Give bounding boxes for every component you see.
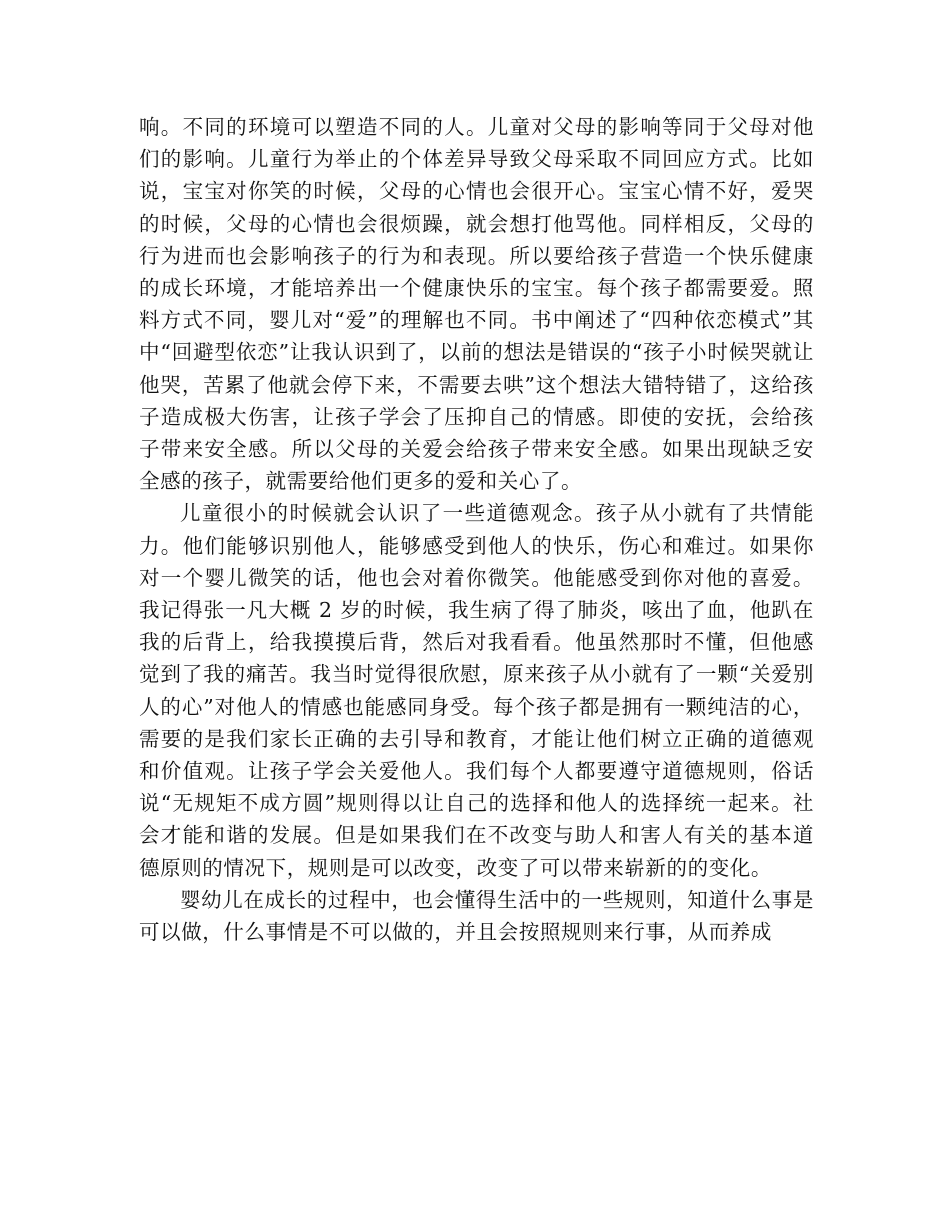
document-body [139, 111, 814, 948]
paragraph-2: 儿童很小的时候就会认识了一些道德观念。孩子从小就有了共情能力。他们能够识别他人，能够感受到他人的快乐，伤心和难过。如果你对一个婴儿微笑的话，他也会对着你微笑。他能感受到你对他的喜爱。我记得张一凡大概 2 岁的时候，我生病了得了肺炎，咳出了血，他趴在我的后背上，给我摸摸后背，然后对我看看。他虽然那时不懂，但他感觉到了我的痛苦。我当时觉得很欣慰，原来孩子从小就有了一颗“关爱别人的心”对他人的情感也能感同身受。每个孩子都是拥有一颗纯洁的心，需要的是我们家长正确的去引导和教育，才能让他们树立正确的道德观和价值观。让孩子学会关爱他人。我们每个人都要遵守道德规则，俗话说“无规矩不成方圆”规则得以让自己的选择和他人的选择统一起来。社会才能和谐的发展。但是如果我们在不改变与助人和害人有关的基本道德原则的情况下，规则是可以改变，改变了可以带来崭新的的变化。 [139, 501, 814, 880]
paragraph-3: 婴幼儿在成长的过程中，也会懂得生活中的一些规则，知道什么事是可以做，什么事情是不可以做的，并且会按照规则来行事，从而养成 [139, 887, 814, 945]
paragraph-1: 响。不同的环境可以塑造不同的人。儿童对父母的影响等同于父母对他们的影响。儿童行为举止的个体差异导致父母采取不同回应方式。比如说，宝宝对你笑的时候，父母的心情也会很开心。宝宝心情不好，爱哭的时候，父母的心情也会很烦躁，就会想打他骂他。同样相反，父母的行为进而也会影响孩子的行为和表现。所以要给孩子营造一个快乐健康的成长环境，才能培养出一个健康快乐的宝宝。每个孩子都需要爱。照料方式不同，婴儿对“爱”的理解也不同。书中阐述了“四种依恋模式”其中“回避型依恋”让我认识到了，以前的想法是错误的“孩子小时候哭就让他哭，苦累了他就会停下来，不需要去哄”这个想法大错特错了，这给孩子造成极大伤害，让孩子学会了压抑自己的情感。即使的安抚，会给孩子带来安全感。所以父母的关爱会给孩子带来安全感。如果出现缺乏安全感的孩子，就需要给他们更多的爱和关心了。 [139, 115, 814, 494]
